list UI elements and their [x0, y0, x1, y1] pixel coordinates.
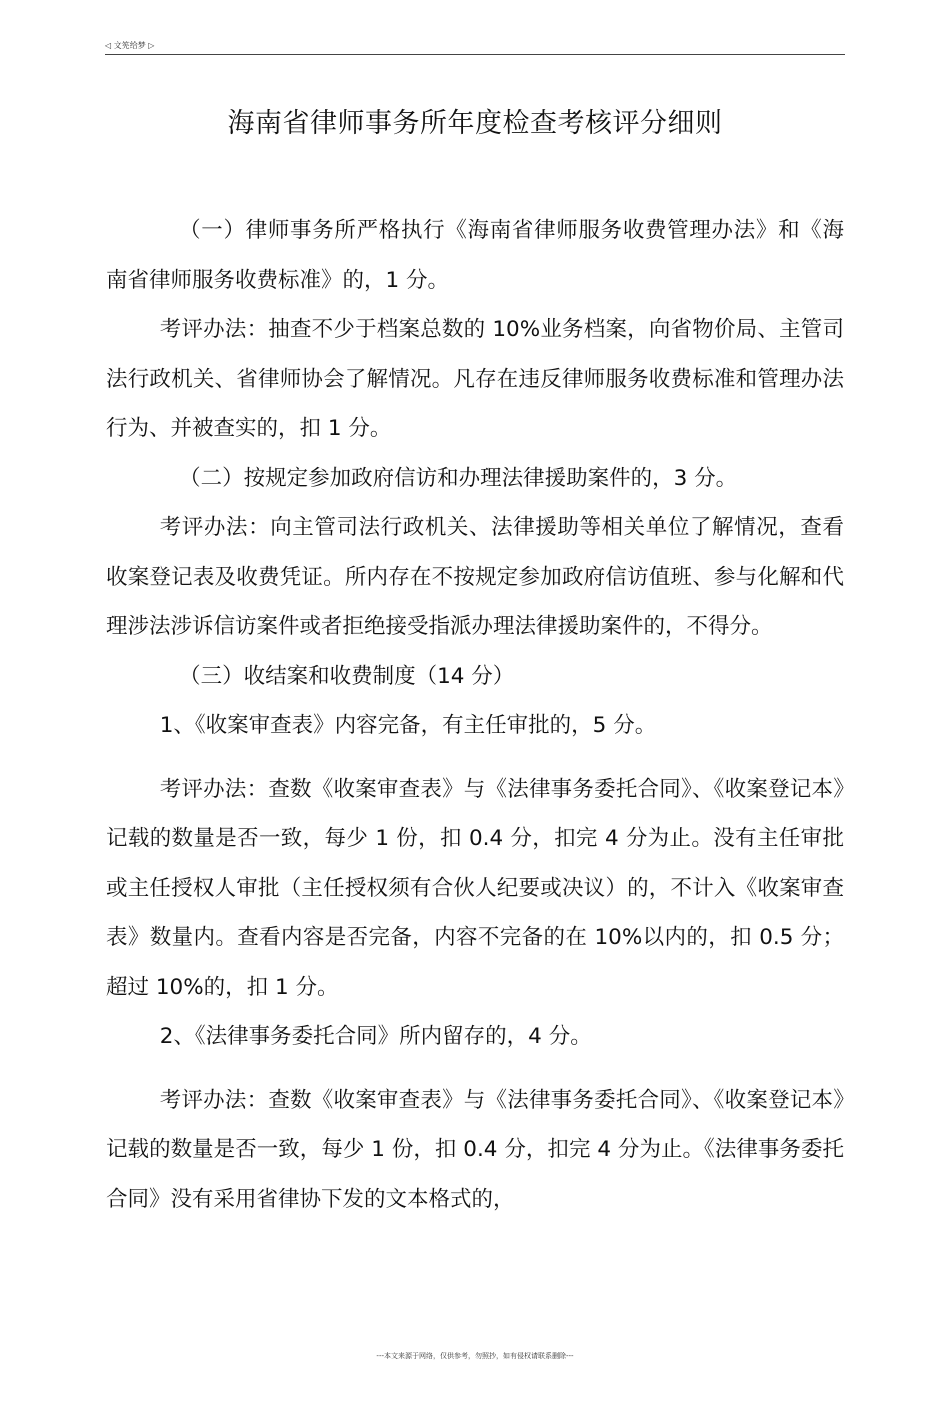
paragraph-method-1: 考评办法：抽查不少于档案总数的 10%业务档案，向省物价局、主管司法行政机关、省律师协会了解情况。凡存在违反律师服务收费标准和管理办法行为、并被查实的，扣 1 分。 [106, 317, 844, 441]
paragraph-method-2: 考评办法：向主管司法行政机关、法律援助等相关单位了解情况，查看收案登记表及收费凭证。所内存在不按规定参加政府信访值班、参与化解和代理涉法涉诉信访案件或者拒绝接受指派办理法律援助案件的，不得分。 [106, 515, 844, 639]
paragraph-section-1: （一）律师事务所严格执行《海南省律师服务收费管理办法》和《海南省律师服务收费标准》的，1 分。 [106, 218, 844, 293]
paragraph-method-3: 考评办法：查数《收案审查表》与《法律事务委托合同》、《收案登记本》记载的数量是否一致，每少 1 份，扣 0.4 分，扣完 4 分为止。没有主任审批或主任授权人审批（主任授权须有合伙人纪要或决议）的，不计入《收案审查表》数量内。查看内容是否完备，内容不完备的在 10%以内的，扣 0.5 分；超过 10%的，扣 1 分。 [106, 776, 844, 1000]
paragraph-section-3: （三）收结案和收费制度（14 分） [179, 663, 515, 689]
document-body [106, 206, 844, 1224]
footer-text: ---本文来源于网络，仅供参考，勿照抄，如有侵权请联系删除--- [376, 1352, 574, 1360]
paragraph-method-4: 考评办法：查数《收案审查表》与《法律事务委托合同》、《收案登记本》记载的数量是否一致，每少 1 份，扣 0.4 分，扣完 4 分为止。《法律事务委托合同》没有采用省律协下发的文本格式的， [106, 1087, 844, 1212]
document-title: 海南省律师事务所年度检查考核评分细则 [227, 108, 723, 139]
paragraph-item-1: 1、《收案审查表》内容完备，有主任审批的，5 分。 [159, 713, 657, 738]
header-text: ◁ 文筅给梦 ▷ [105, 41, 155, 50]
paragraph-section-2: （二）按规定参加政府信访和办理法律援助案件的，3 分。 [179, 465, 738, 491]
page-footer [0, 1351, 950, 1361]
paragraph-item-2: 2、《法律事务委托合同》所内留存的，4 分。 [159, 1024, 592, 1049]
page-header [105, 40, 845, 55]
